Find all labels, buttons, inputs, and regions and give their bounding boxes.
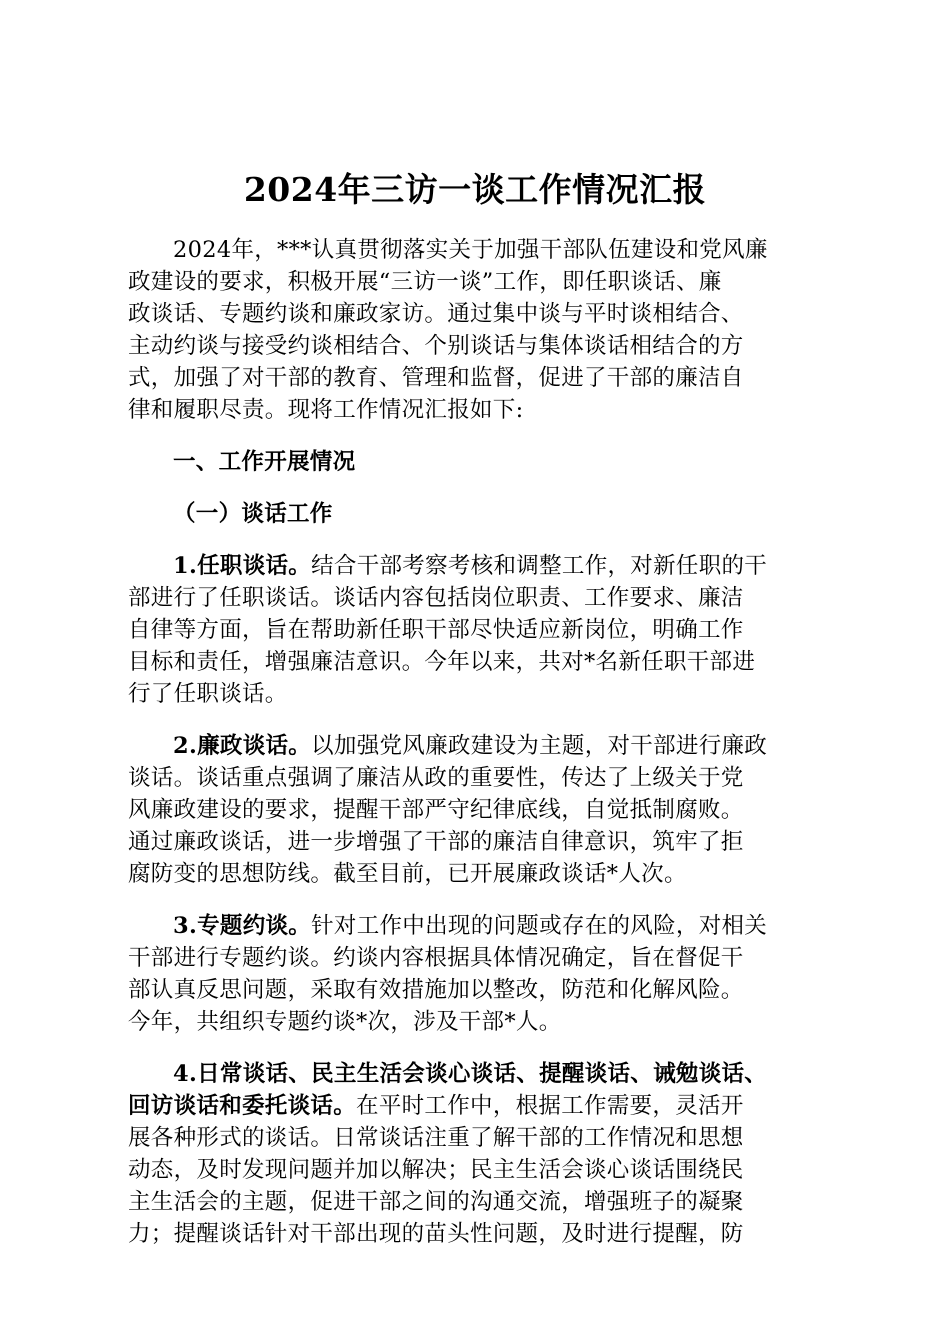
item-first-line [128, 550, 828, 582]
item-line: 行了任职谈话。 [128, 681, 288, 707]
intro-line: 政建设的要求，积极开展“三访一谈”工作，即任职谈话、廉 [128, 269, 722, 295]
item-line: 谈话。谈话重点强调了廉洁从政的重要性，传达了上级关于党 [128, 765, 744, 791]
item-lead: 3.专题约谈。 [173, 913, 312, 939]
section-heading: 一、工作开展情况 [173, 449, 356, 475]
item-first-line [128, 730, 828, 762]
item-lead: 1.任职谈话。 [173, 553, 312, 579]
item-second-line [128, 1090, 828, 1122]
spacer [128, 530, 828, 550]
item-line: 主生活会的主题，促进干部之间的沟通交流，增强班子的凝聚 [128, 1189, 744, 1215]
intro-line: 律和履职尽责。现将工作情况汇报如下: [128, 397, 524, 423]
subsection-heading: （一）谈话工作 [173, 501, 333, 527]
item-line: 干部进行专题约谈。约谈内容根据具体情况确定，旨在督促干 [128, 945, 744, 971]
item-text: 在平时工作中，根据工作需要，灵活开 [356, 1093, 744, 1119]
item-lead: 回访谈话和委托谈话。 [128, 1093, 357, 1119]
item-line: 今年，共组织专题约谈*次，涉及干部*人。 [128, 1009, 562, 1035]
intro-line: 式，加强了对干部的教育、管理和监督，促进了干部的廉洁自 [128, 365, 744, 391]
document-body [128, 234, 828, 1250]
item-lead: 2.廉政谈话。 [173, 733, 312, 759]
intro-line: 政谈话、专题约谈和廉政家访。通过集中谈与平时谈相结合、 [128, 301, 744, 327]
item-line: 动态，及时发现问题并加以解决；民主生活会谈心谈话围绕民 [128, 1157, 744, 1183]
item-line: 自律等方面，旨在帮助新任职干部尽快适应新岗位，明确工作 [128, 617, 744, 643]
item-line: 部进行了任职谈话。谈话内容包括岗位职责、工作要求、廉洁 [128, 585, 744, 611]
item-line: 风廉政建设的要求，提醒干部严守纪律底线，自觉抵制腐败。 [128, 797, 744, 823]
intro-line: 主动约谈与接受约谈相结合、个别谈话与集体谈话相结合的方 [128, 333, 744, 359]
item-lead: 4.日常谈话、民主生活会谈心谈话、提醒谈话、诫勉谈话、 [173, 1061, 768, 1087]
item-line: 展各种形式的谈话。日常谈话注重了解干部的工作情况和思想 [128, 1125, 744, 1151]
item-line: 通过廉政谈话，进一步增强了干部的廉洁自律意识，筑牢了拒 [128, 829, 744, 855]
item-line: 部认真反思问题，采取有效措施加以整改，防范和化解风险。 [128, 977, 744, 1003]
spacer [128, 426, 828, 446]
item-text: 以加强党风廉政建设为主题，对干部进行廉政 [311, 733, 768, 759]
spacer [128, 710, 828, 730]
item-text: 结合干部考察考核和调整工作，对新任职的干 [311, 553, 768, 579]
item-line: 腐防变的思想防线。截至目前，已开展廉政谈话*人次。 [128, 861, 687, 887]
item-first-line [128, 910, 828, 942]
spacer [128, 890, 828, 910]
spacer [128, 478, 828, 498]
document-title: 2024年三访一谈工作情况汇报 [243, 170, 707, 209]
item-line: 目标和责任，增强廉洁意识。今年以来，共对*名新任职干部进 [128, 649, 756, 675]
item-line: 力；提醒谈话针对干部出现的苗头性问题，及时进行提醒，防 [128, 1221, 744, 1247]
item-text: 针对工作中出现的问题或存在的风险，对相关 [311, 913, 768, 939]
intro-line: 2024年，***认真贯彻落实关于加强干部队伍建设和党风廉 [173, 237, 768, 263]
spacer [128, 1038, 828, 1058]
